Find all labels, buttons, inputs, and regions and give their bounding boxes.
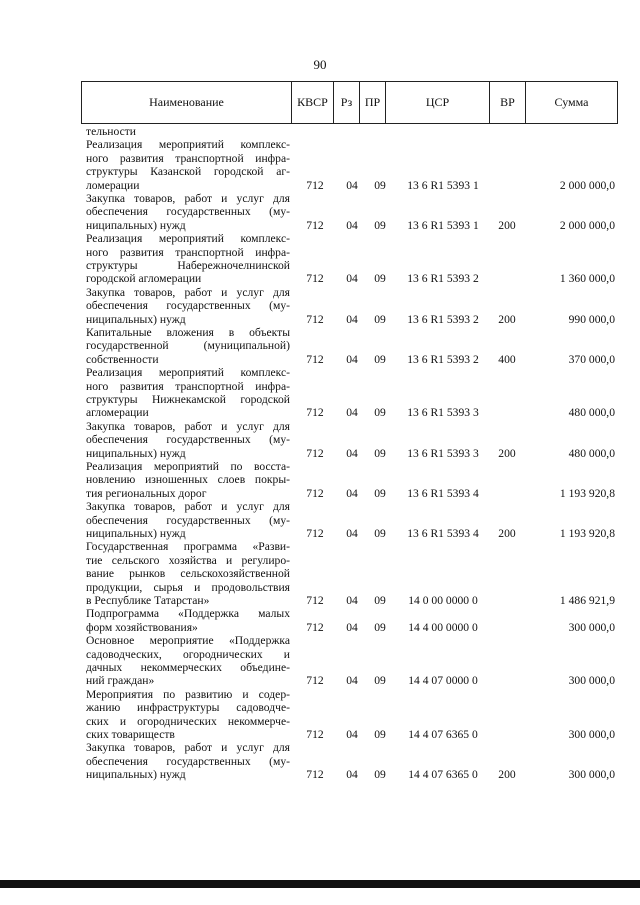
row-csr: 14 0 00 0000 0 xyxy=(408,593,478,607)
row-name xyxy=(86,688,290,742)
row-name-line: Закупка товаров, работ и услуг для xyxy=(86,285,290,299)
row-name-line: обеспечения государственных (му- xyxy=(86,299,290,313)
row-name xyxy=(86,232,290,286)
row-pr: 09 xyxy=(374,446,386,460)
row-kvsr: 712 xyxy=(306,620,324,634)
row-sum: 2 000 000,0 xyxy=(559,218,615,232)
row-name-line: жанию инфраструктуры садоводче- xyxy=(86,701,290,715)
row-vr: 200 xyxy=(498,312,516,326)
row-name-line: садоводческих, огороднических и xyxy=(86,647,290,661)
row-name-line: структуры Казанской городской аг- xyxy=(86,165,290,179)
row-name-line: обеспечения государственных (му- xyxy=(86,754,290,768)
row-name xyxy=(86,138,290,192)
row-sum: 300 000,0 xyxy=(568,674,615,688)
row-kvsr: 712 xyxy=(306,178,324,192)
table-row xyxy=(0,688,640,742)
row-name xyxy=(86,326,290,366)
row-rz: 04 xyxy=(346,272,358,286)
bottom-scan-edge xyxy=(0,880,640,888)
row-rz: 04 xyxy=(346,312,358,326)
row-vr: 400 xyxy=(498,352,516,366)
row-name-line: ломерации xyxy=(86,178,140,192)
row-name-line: Закупка товаров, работ и услуг для xyxy=(86,192,290,205)
row-pr: 09 xyxy=(374,620,386,634)
row-sum: 480 000,0 xyxy=(568,446,615,460)
row-rz: 04 xyxy=(346,486,358,500)
row-pr: 09 xyxy=(374,312,386,326)
header-vr: ВР xyxy=(490,82,526,124)
row-name-line: продукции, сырья и продовольствия xyxy=(86,580,290,594)
row-rz: 04 xyxy=(346,218,358,232)
row-name-line: Реализация мероприятий комплекс- xyxy=(86,138,290,152)
row-rz: 04 xyxy=(346,768,358,782)
row-name xyxy=(86,366,290,420)
header-rz: Рз xyxy=(334,82,360,124)
row-vr: 200 xyxy=(498,768,516,782)
row-kvsr: 712 xyxy=(306,593,324,607)
row-csr: 14 4 07 0000 0 xyxy=(408,674,478,688)
row-rz: 04 xyxy=(346,352,358,366)
row-kvsr: 712 xyxy=(306,218,324,232)
row-name-line: ских товариществ xyxy=(86,728,175,742)
row-name xyxy=(86,125,290,138)
row-name-line: Мероприятия по развитию и содер- xyxy=(86,687,290,701)
row-kvsr: 712 xyxy=(306,486,324,500)
row-csr: 14 4 07 6365 0 xyxy=(408,768,478,782)
row-name-line: структуры Набережночелнинской xyxy=(86,259,290,272)
row-name-line: ниципальных) нужд xyxy=(86,527,186,540)
row-rz: 04 xyxy=(346,178,358,192)
row-csr: 13 6 R1 5393 2 xyxy=(407,272,479,286)
row-name-line: Основное мероприятие «Поддержка xyxy=(86,634,290,648)
row-sum: 300 000,0 xyxy=(568,620,615,634)
row-name-line: ниципальных) нужд xyxy=(86,312,186,326)
row-rz: 04 xyxy=(346,593,358,607)
row-name-line: Подпрограмма «Поддержка малых xyxy=(86,607,290,621)
row-name-line: ного развития транспортной инфра- xyxy=(86,151,290,165)
row-name xyxy=(86,540,290,607)
row-sum: 1 360 000,0 xyxy=(559,272,615,286)
row-name-line: Реализация мероприятий по восста- xyxy=(86,460,290,473)
row-csr: 13 6 R1 5393 4 xyxy=(407,486,479,500)
header-name: Наименование xyxy=(82,82,292,124)
row-name-line: новлению изношенных слоев покры- xyxy=(86,473,290,487)
table-row xyxy=(0,460,640,500)
row-sum: 2 000 000,0 xyxy=(559,178,615,192)
row-name-line: агломерации xyxy=(86,406,149,420)
header-csr: ЦСР xyxy=(386,82,490,124)
row-kvsr: 712 xyxy=(306,674,324,688)
row-csr: 13 6 R1 5393 1 xyxy=(407,178,479,192)
row-name-line: тельности xyxy=(86,125,136,138)
row-csr: 13 6 R1 5393 2 xyxy=(407,352,479,366)
row-rz: 04 xyxy=(346,446,358,460)
row-name-line: ного развития транспортной инфра- xyxy=(86,379,290,393)
row-sum: 370 000,0 xyxy=(568,352,615,366)
header-pr: ПР xyxy=(360,82,386,124)
row-name xyxy=(86,741,290,781)
table-row xyxy=(0,326,640,366)
row-sum: 990 000,0 xyxy=(568,312,615,326)
row-name-line: в Республике Татарстан» xyxy=(86,594,210,608)
table-row xyxy=(0,366,640,420)
row-csr: 13 6 R1 5393 3 xyxy=(407,406,479,420)
row-name xyxy=(86,420,290,460)
row-pr: 09 xyxy=(374,272,386,286)
row-csr: 13 6 R1 5393 3 xyxy=(407,446,479,460)
table-row xyxy=(0,540,640,607)
row-pr: 09 xyxy=(374,593,386,607)
row-pr: 09 xyxy=(374,674,386,688)
row-kvsr: 712 xyxy=(306,352,324,366)
row-vr: 200 xyxy=(498,446,516,460)
row-kvsr: 712 xyxy=(306,526,324,540)
row-rz: 04 xyxy=(346,674,358,688)
table-row xyxy=(0,192,640,232)
row-name-line: тия региональных дорог xyxy=(86,486,207,500)
row-name-line: Реализация мероприятий комплекс- xyxy=(86,232,290,246)
table-header xyxy=(81,81,618,124)
table-row xyxy=(0,420,640,460)
row-name xyxy=(86,500,290,540)
row-vr: 200 xyxy=(498,526,516,540)
row-name-line: Закупка товаров, работ и услуг для xyxy=(86,500,290,514)
row-csr: 13 6 R1 5393 1 xyxy=(407,218,479,232)
page-number: 90 xyxy=(313,57,327,72)
row-kvsr: 712 xyxy=(306,768,324,782)
row-name-line: государственной (муниципальной) xyxy=(86,339,290,353)
table-row xyxy=(0,232,640,286)
table-row xyxy=(0,286,640,326)
row-pr: 09 xyxy=(374,352,386,366)
row-name-line: ских и огороднических некоммерче- xyxy=(86,714,290,728)
header-kvsr: КВСР xyxy=(292,82,334,124)
row-name xyxy=(86,634,290,688)
row-name-line: обеспечения государственных (му- xyxy=(86,513,290,527)
row-name-line: Реализация мероприятий комплекс- xyxy=(86,366,290,380)
table-row xyxy=(0,634,640,688)
row-name-line: ний граждан» xyxy=(86,674,155,688)
row-name xyxy=(86,286,290,326)
row-rz: 04 xyxy=(346,406,358,420)
header-sum: Сумма xyxy=(526,82,618,124)
row-name-line: тие сельского хозяйства и регулиро- xyxy=(86,553,290,567)
row-name-line: ниципальных) нужд xyxy=(86,768,186,782)
row-pr: 09 xyxy=(374,526,386,540)
row-pr: 09 xyxy=(374,406,386,420)
row-kvsr: 712 xyxy=(306,446,324,460)
row-name xyxy=(86,460,290,500)
row-vr: 200 xyxy=(498,218,516,232)
row-rz: 04 xyxy=(346,620,358,634)
row-name-line: Закупка товаров, работ и услуг для xyxy=(86,419,290,433)
row-pr: 09 xyxy=(374,178,386,192)
row-kvsr: 712 xyxy=(306,272,324,286)
row-kvsr: 712 xyxy=(306,312,324,326)
row-pr: 09 xyxy=(374,768,386,782)
row-csr: 14 4 00 0000 0 xyxy=(408,620,478,634)
row-rz: 04 xyxy=(346,727,358,741)
row-name xyxy=(86,192,290,232)
row-sum: 1 193 920,8 xyxy=(559,526,615,540)
row-kvsr: 712 xyxy=(306,406,324,420)
row-name-line: ниципальных) нужд xyxy=(86,218,186,232)
row-name-line: Закупка товаров, работ и услуг для xyxy=(86,741,290,755)
row-name-line: собственности xyxy=(86,352,159,366)
table-row xyxy=(0,125,640,138)
row-kvsr: 712 xyxy=(306,727,324,741)
row-name-line: форм хозяйствования» xyxy=(86,620,198,634)
table-row xyxy=(0,500,640,540)
row-sum: 300 000,0 xyxy=(568,727,615,741)
row-name-line: Государственная программа «Разви- xyxy=(86,540,290,554)
row-rz: 04 xyxy=(346,526,358,540)
row-csr: 13 6 R1 5393 2 xyxy=(407,312,479,326)
row-name-line: обеспечения государственных (му- xyxy=(86,205,290,219)
row-sum: 480 000,0 xyxy=(568,406,615,420)
row-name-line: Капитальные вложения в объекты xyxy=(86,326,290,339)
row-sum: 1 486 921,9 xyxy=(559,593,615,607)
row-sum: 1 193 920,8 xyxy=(559,486,615,500)
row-sum: 300 000,0 xyxy=(568,768,615,782)
row-name-line: ниципальных) нужд xyxy=(86,446,186,460)
row-name xyxy=(86,607,290,634)
table-row xyxy=(0,741,640,781)
table-row xyxy=(0,607,640,634)
row-name-line: городской агломерации xyxy=(86,272,202,286)
row-pr: 09 xyxy=(374,218,386,232)
row-name-line: ного развития транспортной инфра- xyxy=(86,245,290,259)
row-name-line: дачных некоммерческих объедине- xyxy=(86,661,290,674)
row-pr: 09 xyxy=(374,727,386,741)
row-csr: 13 6 R1 5393 4 xyxy=(407,526,479,540)
row-name-line: структуры Нижнекамской городской xyxy=(86,393,290,406)
row-name-line: обеспечения государственных (му- xyxy=(86,433,290,447)
row-name-line: вание рынков сельскохозяйственной xyxy=(86,567,290,581)
row-pr: 09 xyxy=(374,486,386,500)
row-csr: 14 4 07 6365 0 xyxy=(408,727,478,741)
table-row xyxy=(0,138,640,192)
